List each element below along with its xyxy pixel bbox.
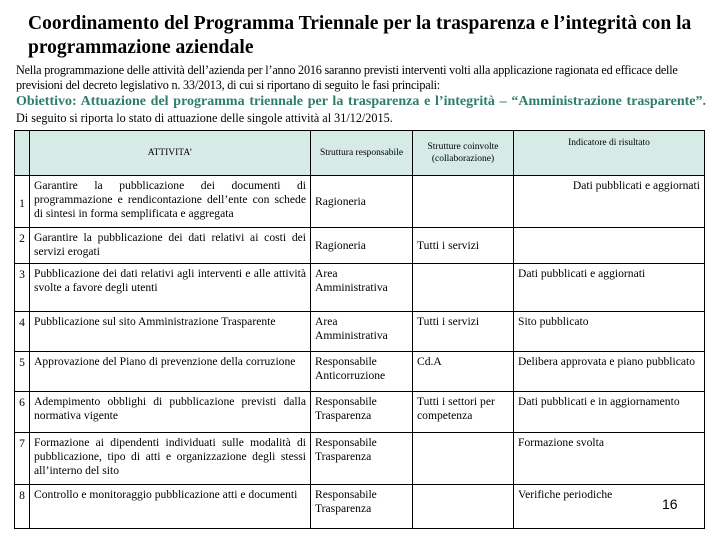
responsible-cell: Responsabile Trasparenza bbox=[311, 433, 413, 485]
row-number: 7 bbox=[15, 433, 30, 485]
involved-cell: Cd.A bbox=[413, 352, 514, 392]
header-indicator: Indicatore di risultato bbox=[514, 131, 705, 176]
indicator-cell: Dati pubblicati e aggiornati bbox=[514, 176, 705, 228]
responsible-cell: Area Amministrativa bbox=[311, 312, 413, 352]
row-number: 8 bbox=[15, 485, 30, 529]
row-number: 3 bbox=[15, 264, 30, 312]
indicator-cell: Formazione svolta bbox=[514, 433, 705, 485]
activity-cell: Approvazione del Piano di prevenzione della corruzione bbox=[30, 352, 311, 392]
table-row bbox=[15, 312, 705, 352]
activity-cell: Pubblicazione dei dati relativi agli interventi e alle attività svolte a favore degli utenti bbox=[30, 264, 311, 312]
involved-cell: Tutti i servizi bbox=[413, 312, 514, 352]
involved-cell: Tutti i servizi bbox=[413, 228, 514, 264]
objective-paragraph bbox=[16, 93, 706, 127]
row-number: 6 bbox=[15, 392, 30, 433]
responsible-cell: Responsabile Trasparenza bbox=[311, 392, 413, 433]
activities-table bbox=[14, 130, 705, 529]
indicator-cell: Verifiche periodiche bbox=[514, 485, 705, 529]
responsible-cell: Area Amministrativa bbox=[311, 264, 413, 312]
row-number: 5 bbox=[15, 352, 30, 392]
table-header-row bbox=[15, 131, 705, 176]
intro-paragraph: Nella programmazione delle attività dell’azienda per l’anno 2016 saranno previsti interventi volti alla applicazione ragionata ed efficace delle previsioni del decreto legislativo n. 33/2013, di cui si riportano di seguito le fasi principali: bbox=[16, 63, 678, 92]
table-row bbox=[15, 485, 705, 529]
objective-text: Di seguito si riporta lo stato di attuazione delle singole attività al 31/12/2015. bbox=[16, 111, 393, 125]
table-row bbox=[15, 228, 705, 264]
header-num bbox=[15, 131, 30, 176]
indicator-cell: Dati pubblicati e aggiornati bbox=[514, 264, 705, 312]
header-involved: Strutture coinvolte (collaborazione) bbox=[413, 131, 514, 176]
activity-cell: Pubblicazione sul sito Amministrazione Trasparente bbox=[30, 312, 311, 352]
involved-cell: Tutti i settori per competenza bbox=[413, 392, 514, 433]
involved-cell bbox=[413, 264, 514, 312]
involved-cell bbox=[413, 433, 514, 485]
indicator-cell: Delibera approvata e piano pubblicato bbox=[514, 352, 705, 392]
header-activity: ATTIVITA’ bbox=[30, 131, 311, 176]
activity-cell: Controllo e monitoraggio pubblicazione atti e documenti bbox=[30, 485, 311, 529]
table-row bbox=[15, 264, 705, 312]
responsible-cell: Responsabile Anticorruzione bbox=[311, 352, 413, 392]
table-row bbox=[15, 352, 705, 392]
table-row bbox=[15, 433, 705, 485]
row-number: 1 bbox=[15, 176, 30, 228]
row-number: 2 bbox=[15, 228, 30, 264]
responsible-cell: Ragioneria bbox=[311, 176, 413, 228]
indicator-cell: Sito pubblicato bbox=[514, 312, 705, 352]
table-row bbox=[15, 176, 705, 228]
header-responsible: Struttura responsabile bbox=[311, 131, 413, 176]
page-number: 16 bbox=[662, 496, 678, 512]
responsible-cell: Responsabile Trasparenza bbox=[311, 485, 413, 529]
indicator-cell: Dati pubblicati e in aggiornamento bbox=[514, 392, 705, 433]
activity-cell: Formazione ai dipendenti individuati sulle modalità di pubblicazione, tipo di atti e organizzazione degli stessi all’interno del sito bbox=[30, 433, 311, 485]
responsible-cell: Ragioneria bbox=[311, 228, 413, 264]
involved-cell bbox=[413, 485, 514, 529]
indicator-cell bbox=[514, 228, 705, 264]
table-row bbox=[15, 392, 705, 433]
objective-label: Obiettivo: Attuazione del programma triennale per la trasparenza e l’integrità – “Amministrazione trasparente”. bbox=[16, 94, 706, 109]
activity-cell: Garantire la pubblicazione dei dati relativi ai costi dei servizi erogati bbox=[30, 228, 311, 264]
page-title: Coordinamento del Programma Triennale per la trasparenza e l’integrità con la programmazione aziendale bbox=[28, 13, 692, 58]
row-number: 4 bbox=[15, 312, 30, 352]
activity-cell: Garantire la pubblicazione dei documenti di programmazione e rendicontazione dell’ente con schede di sintesi in forma semplificata e aggregata bbox=[30, 176, 311, 228]
activity-cell: Adempimento obblighi di pubblicazione previsti dalla normativa vigente bbox=[30, 392, 311, 433]
involved-cell bbox=[413, 176, 514, 228]
